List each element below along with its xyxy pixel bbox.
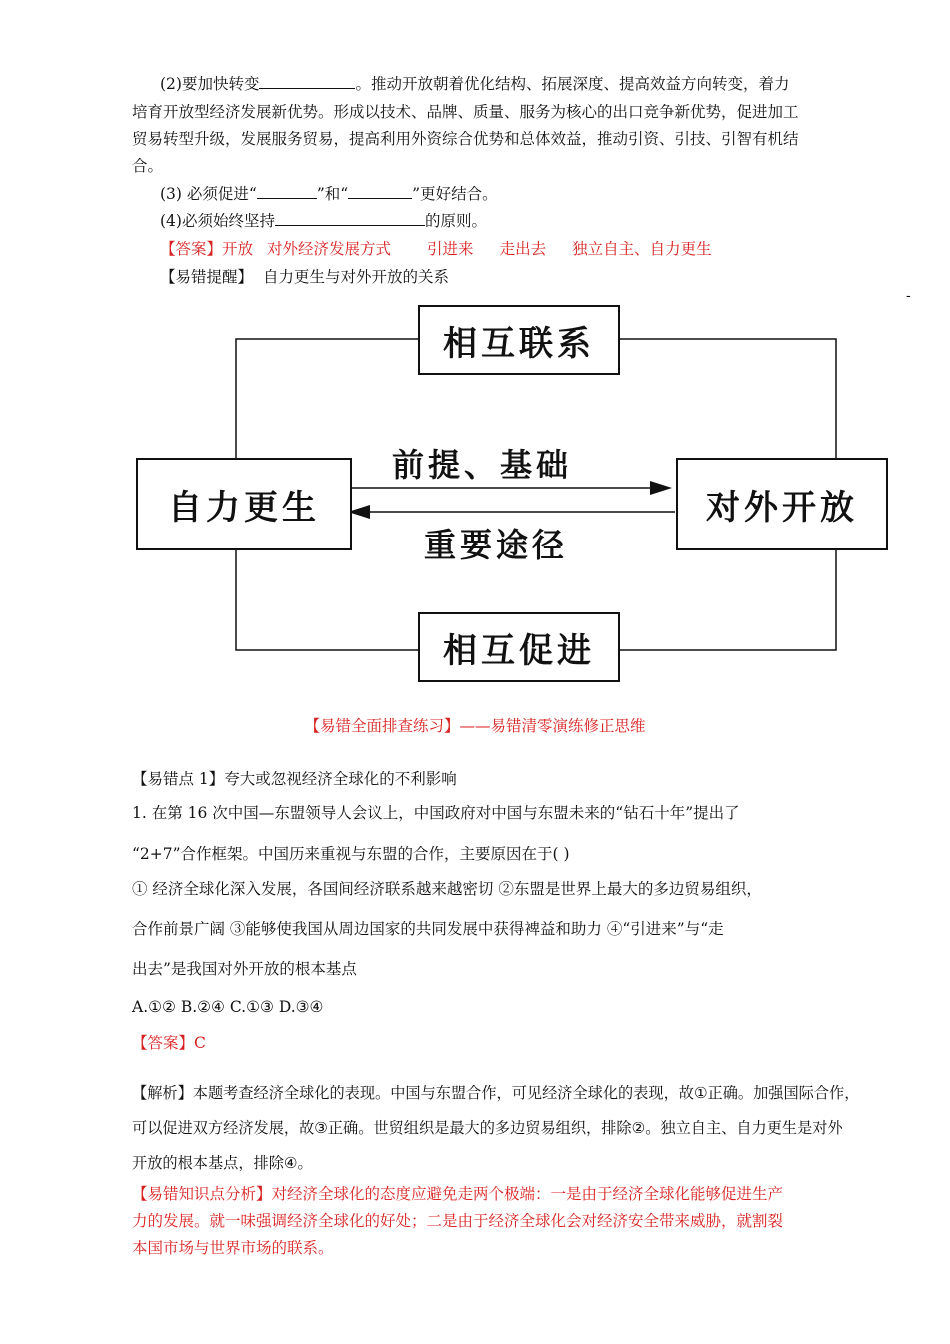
tip-line: 【易错提醒】 自力更生与对外开放的关系 (160, 268, 450, 286)
q2-line2: 培育开放型经济发展新优势。形成以技术、品牌、质量、服务为核心的出口竞争新优势，促进加工 (132, 103, 799, 121)
q2-line4: 合。 (132, 157, 164, 175)
tick-mark: - (906, 288, 911, 304)
answer2-line: 【答案】C (132, 1034, 206, 1052)
error-point-1: 【易错点 1】夸大或忽视经济全球化的不利影响 (132, 770, 457, 788)
section-title: 【易错全面排查练习】——易错清零演练修正思维 (304, 717, 646, 735)
question1-options: A.①② B.②④ C.①③ D.③④ (132, 998, 324, 1016)
arrow-right-label: 前提、基础 (392, 446, 573, 484)
question1-line1: 1. 在第 16 次中国—东盟领导人会议上，中国政府对中国与东盟未来的“钻石十年”提出了 (132, 804, 740, 822)
question1-line4: 合作前景广阔 ③能够使我国从周边国家的共同发展中获得裨益和助力 ④“引进来”与“走 (132, 920, 724, 938)
analysis-line3: 开放的根本基点，排除④。 (132, 1154, 313, 1172)
question1-line5: 出去”是我国对外开放的根本基点 (132, 960, 357, 978)
connector-top-right (620, 339, 836, 458)
box-mutual-connection: 相互联系 (418, 305, 620, 375)
connector-top (236, 339, 418, 458)
analysis-line1: 【解析】本题考查经济全球化的表现。中国与东盟合作，可见经济全球化的表现，故①正确。加强国际合作， (132, 1084, 860, 1102)
box-mutual-promotion: 相互促进 (418, 612, 620, 682)
arrow-right-head (650, 481, 672, 495)
knowledge-line3: 本国市场与世界市场的联系。 (132, 1239, 334, 1257)
q2-line1: (2)要加快转变 。推动开放朝着优化结构、拓展深度、提高效益方向转变，着力 (160, 75, 790, 93)
knowledge-line1: 【易错知识点分析】对经济全球化的态度应避免走两个极端：一是由于经济全球化能够促进生产 (132, 1185, 784, 1203)
arrow-left-label: 重要途径 (424, 526, 569, 564)
q3-line: (3) 必须促进“ ”和“ ”更好结合。 (160, 185, 498, 203)
connector-bottom-right (620, 548, 836, 650)
q2-line3: 贸易转型升级，发展服务贸易，提高利用外资综合优势和总体效益，推动引资、引技、引智有机结 (132, 130, 799, 148)
connector-bottom-left (236, 548, 418, 650)
q4-line: (4)必须始终坚持 的原则。 (160, 212, 487, 230)
box-opening-up: 对外开放 (676, 458, 888, 550)
question1-line2: “2+7”合作框架。中国历来重视与东盟的合作，主要原因在于( ) (132, 845, 570, 863)
answer-line: 【答案】开放 对外经济发展方式 引进来 走出去 独立自主、自力更生 (160, 240, 712, 258)
question1-line3: ① 经济全球化深入发展，各国间经济联系越来越密切 ②东盟是世界上最大的多边贸易组织， (132, 880, 762, 898)
knowledge-line2: 力的发展。就一味强调经济全球化的好处；二是由于经济全球化会对经济安全带来威胁，就割裂 (132, 1212, 784, 1230)
box-self-reliance: 自力更生 (136, 458, 352, 550)
analysis-line2: 可以促进双方经济发展，故③正确。世贸组织是最大的多边贸易组织，排除②。独立自主、自力更生是对外 (132, 1119, 843, 1137)
